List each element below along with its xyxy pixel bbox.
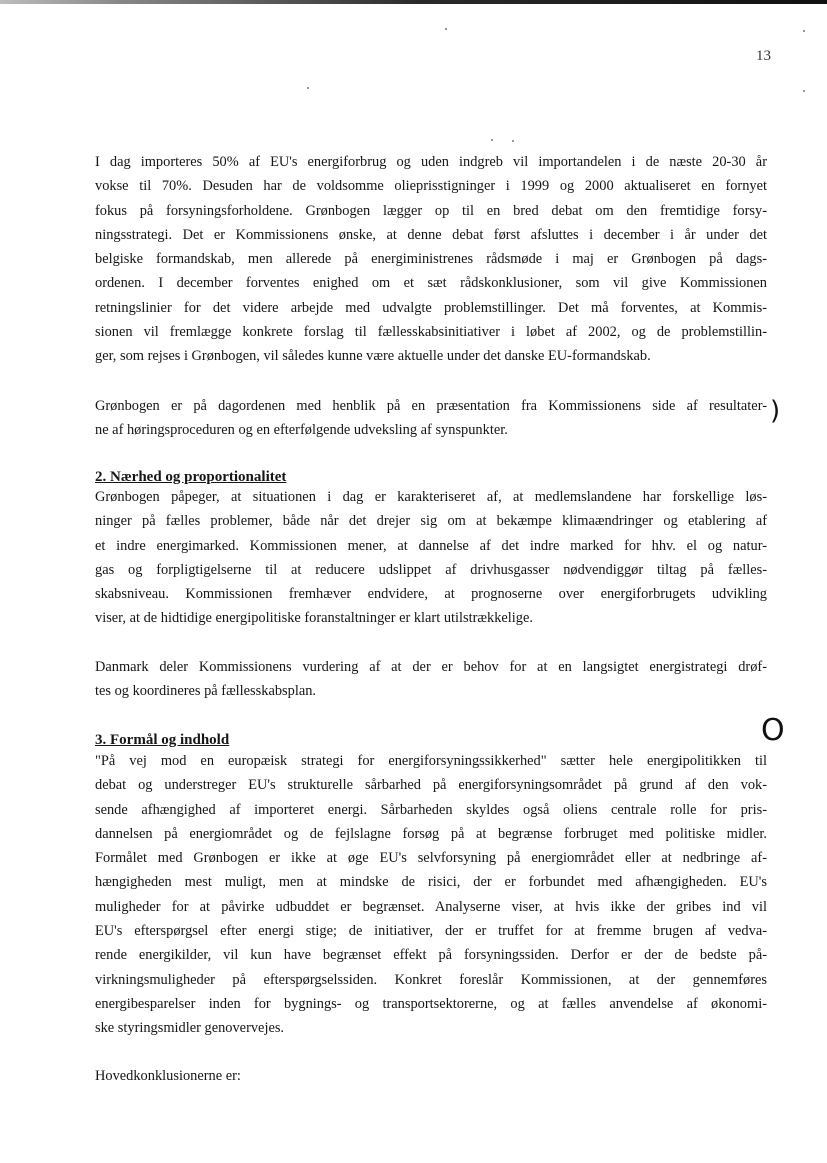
paragraph-import-dependence — [95, 150, 767, 369]
text-line: fokus på forsyningsforholdene. Grønbogen lægger op til en bred debat om den fremtidige forsy- — [95, 202, 767, 219]
text-line: ske styringsmidler genovervejes. — [95, 1020, 285, 1037]
section-heading-purpose: 3. Formål og indhold — [95, 732, 230, 748]
paragraph-agenda — [95, 394, 767, 443]
text-line: tes og koordineres på fællesskabsplan. — [95, 683, 317, 700]
text-line: belgiske formandskab, men allerede på energiministrenes rådsmøde i maj er Grønbogen på dags- — [95, 251, 767, 268]
text-line: "På vej mod en europæisk strategi for energiforsyningssikkerhed" sætter hele energipolitikken til — [95, 753, 767, 769]
text-line: Formålet med Grønbogen er ikke at øge EU's selvforsyning på energiområdet eller at nedbringe af- — [95, 850, 767, 867]
text-line: ger, som rejses i Grønbogen, vil således kunne være aktuelle under det danske EU-formandskab. — [95, 348, 651, 365]
text-line: Grønbogen påpeger, at situationen i dag er karakteriseret af, at medlemslandene har forskellige løs- — [95, 489, 767, 505]
text-line: EU's efterspørgsel efter energi stige; de initiativer, der er truffet for at fremme brugen af vedva- — [95, 923, 767, 940]
paragraph-main-conclusions — [95, 1064, 767, 1088]
text-line: skabsniveau. Kommissionen fremhæver endvidere, at prognoserne over energiforbrugets udvikling — [95, 586, 767, 603]
paragraph-danish-position — [95, 655, 767, 704]
text-line: vokse til 70%. Desuden har de voldsomme olieprisstigninger i 1999 og 2000 aktualiseret en fornyet — [95, 178, 767, 195]
text-line: sionen vil fremlægge konkrete forslag til fællesskabsinitiativer i løbet af 2002, og de problemstillin- — [95, 324, 767, 341]
text-line: retningslinier for det videre arbejde med udvalgte problemstillinger. Det må forventes, at Kommis- — [95, 299, 767, 316]
text-line: ordenen. I december forventes enighed om et sæt rådskonklusioner, som vil give Kommissionen — [95, 275, 767, 292]
text-line: et indre energimarked. Kommissionen mener, at dannelse af det indre marked for hhv. el og natur- — [95, 537, 767, 554]
text-line: ningsstrategi. Det er Kommissionens ønske, at denne debat først afsluttes i december i år under det — [95, 226, 767, 243]
page-number: 13 — [756, 48, 771, 64]
paragraph-subsidiarity — [95, 485, 767, 631]
text-line: viser, at de hidtidige energipolitiske foranstaltninger er klart utilstrækkelige. — [95, 610, 533, 627]
text-line: dannelsen på energiområdet og de fejlslagne forsøg på at begrænse forbruget med politiske midler. — [95, 825, 767, 842]
text-line: Danmark deler Kommissionens vurdering af at der er behov for at en langsigtet energistrategi drøf- — [95, 659, 767, 675]
text-line: virkningsmuligheder på efterspørgselssiden. Konkret foreslår Kommissionen, at der gennemføres — [95, 971, 767, 988]
margin-bracket-mark: ) — [770, 396, 781, 426]
text-line: debat og understreger EU's strukturelle sårbarhed på energiforsyningsområdet på grund af den vok- — [95, 777, 767, 794]
paragraph-purpose-content — [95, 749, 767, 1041]
text-line: muligheder for at påvirke udbuddet er begrænset. Analyserne viser, at hvis ikke der gribes ind vil — [95, 898, 767, 915]
text-line: ne af høringsproceduren og en efterfølgende udveksling af synspunkter. — [95, 422, 508, 439]
section-heading-subsidiarity: 2. Nærhed og proportionalitet — [95, 469, 287, 485]
text-line: gas og forpligtigelserne til at reducere udslippet af drivhusgasser nødvendiggør tiltag på fælles- — [95, 561, 767, 578]
text-line: I dag importeres 50% af EU's energiforbrug og uden indgreb vil importandelen i de næste 20-30 år — [95, 154, 767, 170]
scan-top-border — [0, 0, 827, 4]
text-line: ninger på fælles problemer, både når det drejer sig om at bekæmpe klimaændringer og etablering af — [95, 513, 767, 530]
text-line: sende afhængighed af importeret energi. Sårbarheden skyldes også oliens centrale rolle for pris- — [95, 801, 767, 818]
text-line: hængigheden mest muligt, men at mindske de risici, der er forbundet med afhængigheden. EU's — [95, 874, 767, 891]
text-line: Hovedkonklusionerne er: — [95, 1068, 241, 1084]
text-line: rende energikilder, vil kun have begrænset effekt på forsyningssiden. Derfor er der de bedste på- — [95, 947, 767, 964]
text-line: Grønbogen er på dagordenen med henblik på en præsentation fra Kommissionens side af resultater- — [95, 398, 767, 414]
margin-circle-mark: O — [761, 713, 785, 748]
text-line: energibesparelser inden for bygnings- og transportsektorerne, og at fælles anvendelse af økonomi- — [95, 995, 767, 1012]
